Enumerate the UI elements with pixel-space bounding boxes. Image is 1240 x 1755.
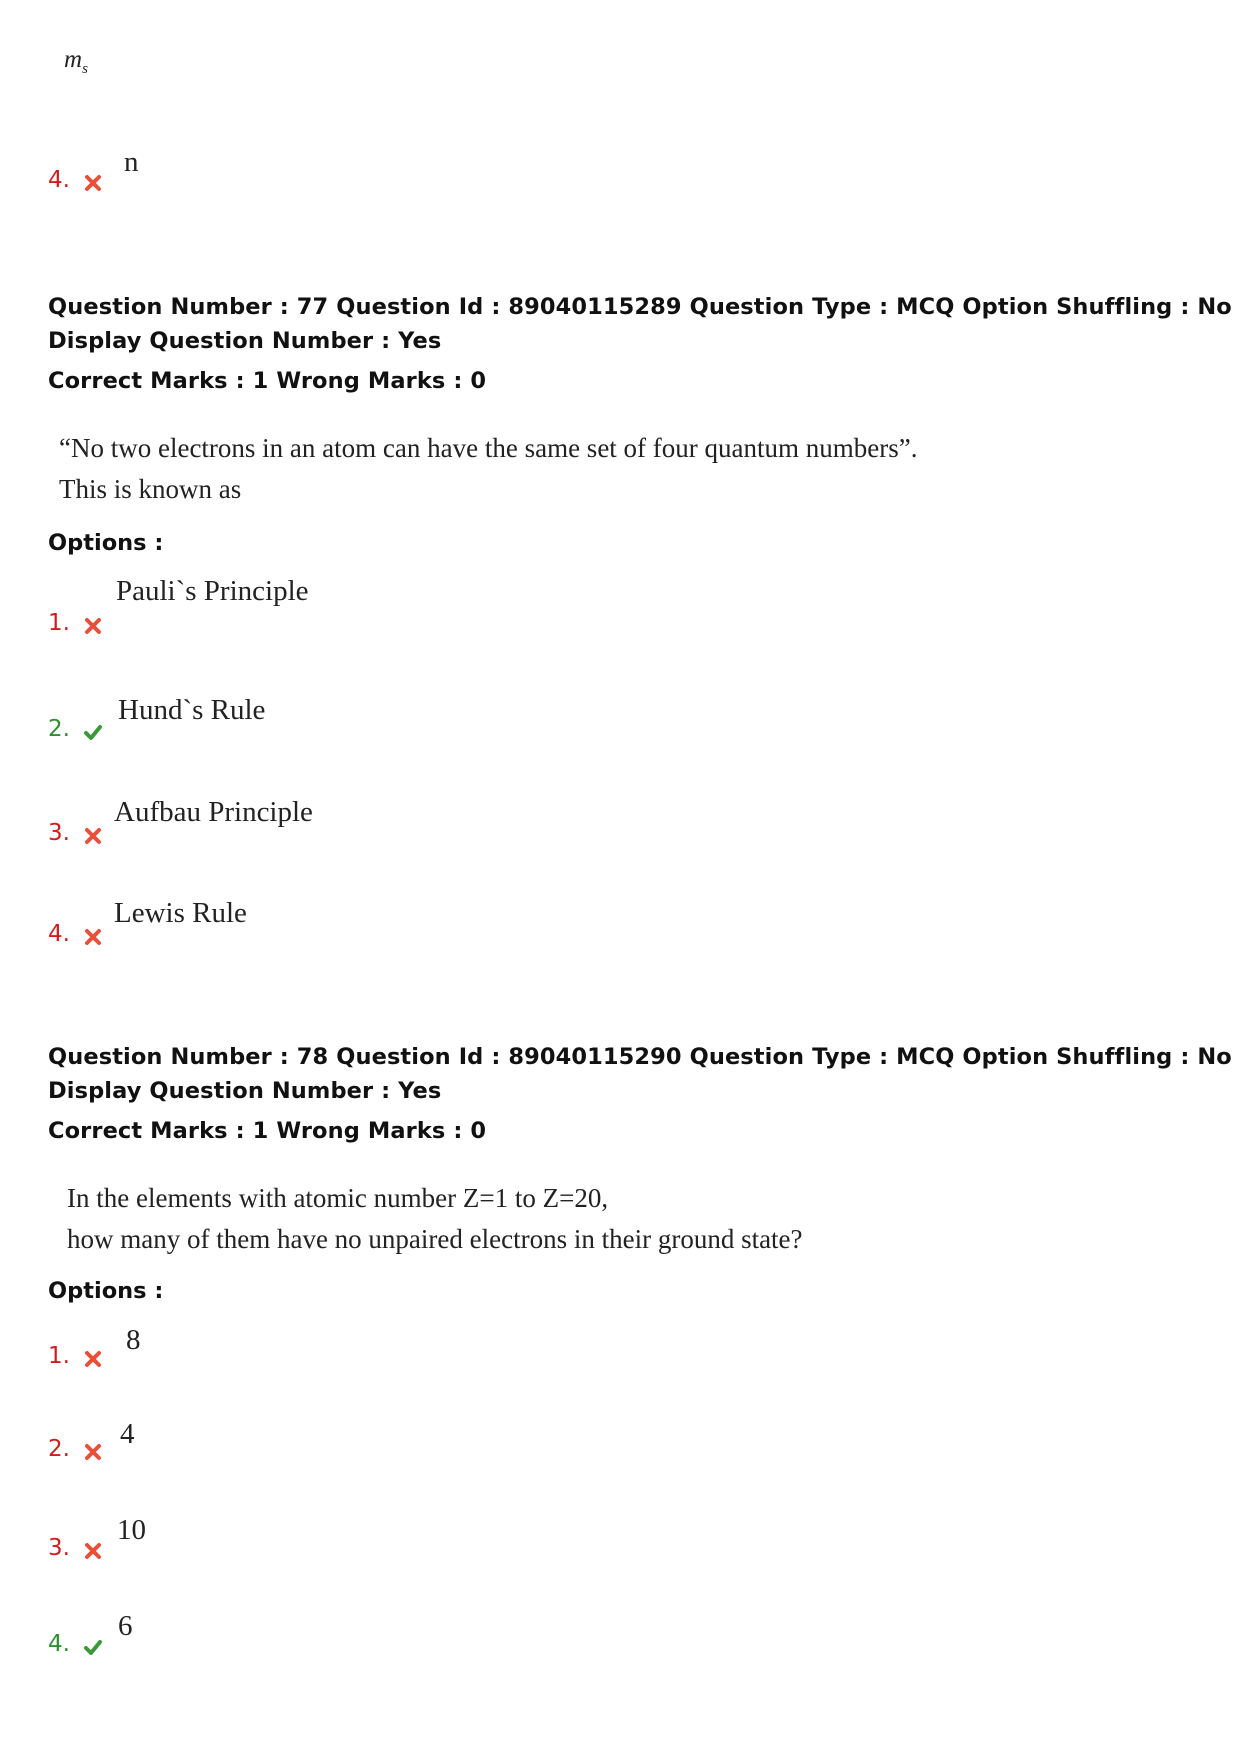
cross-icon xyxy=(83,1541,103,1561)
option-number: 4. xyxy=(48,167,70,193)
option-number: 4. xyxy=(48,1631,70,1657)
cross-icon xyxy=(83,173,103,193)
option-4-text: 6 xyxy=(118,1610,133,1642)
option-1 xyxy=(48,610,103,636)
question-meta: Question Number : 77 Question Id : 89040115289 Question Type : MCQ Option Shuffling : No xyxy=(48,294,1232,320)
checkmark-icon xyxy=(83,1637,103,1657)
option-number: 1. xyxy=(48,610,70,636)
cross-icon xyxy=(83,616,103,636)
option-1-text: 8 xyxy=(126,1324,141,1356)
marks-line: Correct Marks : 1 Wrong Marks : 0 xyxy=(48,368,487,394)
option-1 xyxy=(48,1343,103,1369)
option-3 xyxy=(48,1535,103,1561)
display-question-number: Display Question Number : Yes xyxy=(48,1078,442,1104)
option-number: 3. xyxy=(48,1535,70,1561)
option-2-text: Hund`s Rule xyxy=(118,694,266,726)
cross-icon xyxy=(83,826,103,846)
ms-symbol: $m_s$ xyxy=(64,46,88,77)
cross-icon xyxy=(83,1349,103,1369)
option-2 xyxy=(48,1436,103,1462)
option-number: 2. xyxy=(48,716,70,742)
option-3-text: 10 xyxy=(117,1514,146,1546)
prev-option-4 xyxy=(48,167,103,193)
option-number: 1. xyxy=(48,1343,70,1369)
option-4 xyxy=(48,921,103,947)
cross-icon xyxy=(83,1442,103,1462)
option-2 xyxy=(48,716,103,742)
question-meta: Question Number : 78 Question Id : 89040115290 Question Type : MCQ Option Shuffling : No xyxy=(48,1044,1232,1070)
marks-line: Correct Marks : 1 Wrong Marks : 0 xyxy=(48,1118,487,1144)
display-question-number: Display Question Number : Yes xyxy=(48,328,442,354)
option-3 xyxy=(48,820,103,846)
cross-icon xyxy=(83,927,103,947)
option-4-text: Lewis Rule xyxy=(114,897,247,929)
prev-option-4-text: n xyxy=(124,146,139,178)
option-2-text: 4 xyxy=(120,1418,135,1450)
option-number: 3. xyxy=(48,820,70,846)
option-number: 2. xyxy=(48,1436,70,1462)
option-1-text: Pauli`s Principle xyxy=(116,575,309,607)
question-text: “No two electrons in an atom can have the same set of four quantum numbers”. This is known as xyxy=(59,433,918,504)
options-label: Options : xyxy=(48,530,164,556)
option-4 xyxy=(48,1631,103,1657)
option-3-text: Aufbau Principle xyxy=(114,796,313,828)
option-number: 4. xyxy=(48,921,70,947)
question-text: In the elements with atomic number Z=1 to Z=20, how many of them have no unpaired electrons in their ground state? xyxy=(67,1183,803,1254)
checkmark-icon xyxy=(83,722,103,742)
options-label: Options : xyxy=(48,1278,164,1304)
